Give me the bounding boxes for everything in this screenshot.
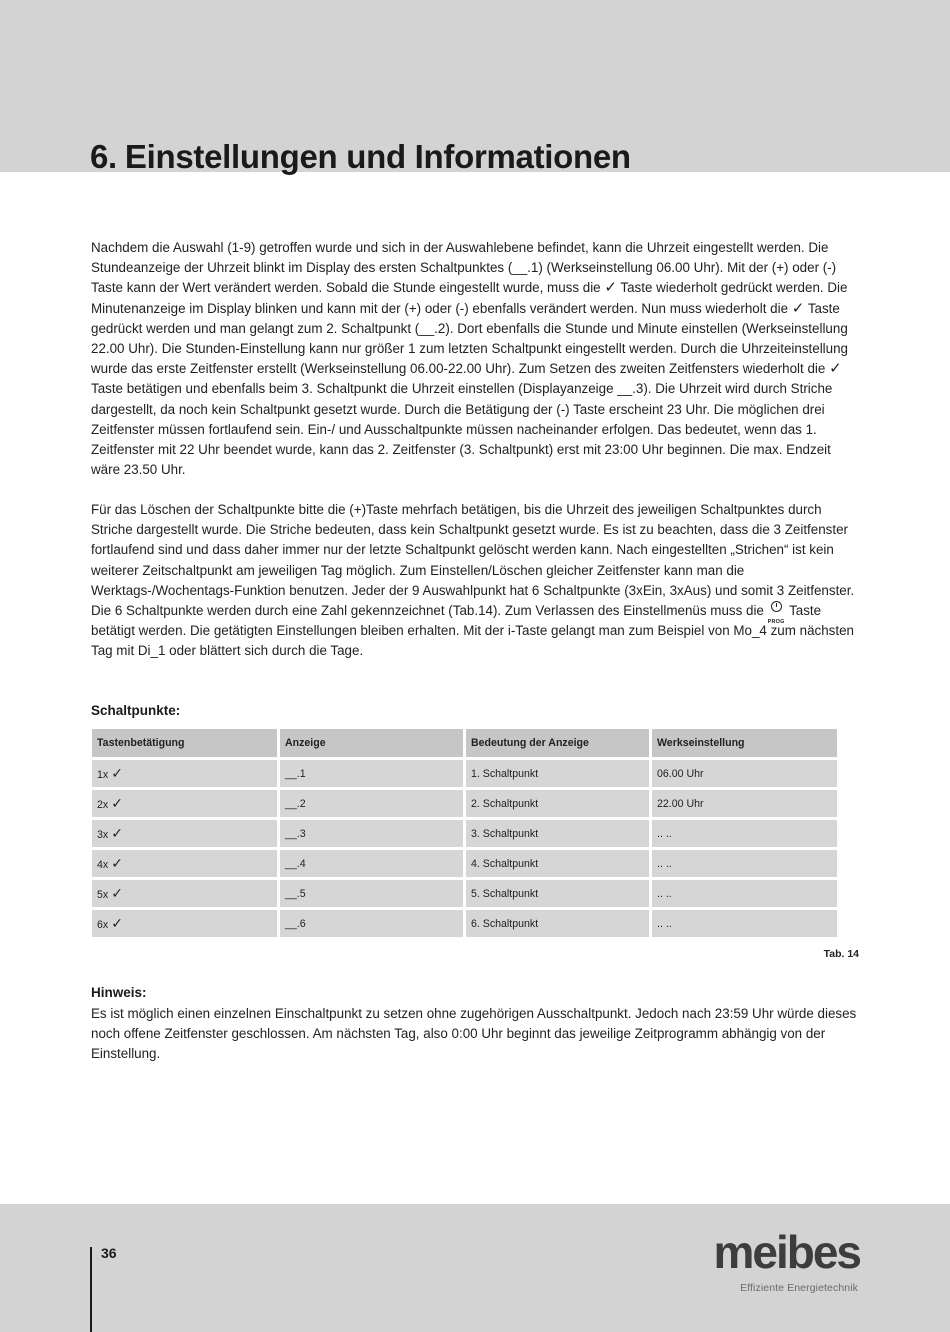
column-header: Bedeutung der Anzeige bbox=[466, 729, 649, 757]
check-icon: ✓ bbox=[829, 359, 842, 378]
meaning-cell: 6. Schaltpunkt bbox=[466, 910, 649, 937]
check-icon: ✓ bbox=[111, 885, 123, 902]
default-cell: .. .. bbox=[652, 880, 837, 907]
meaning-cell: 5. Schaltpunkt bbox=[466, 880, 649, 907]
table-row bbox=[92, 820, 837, 847]
switch-points-table bbox=[89, 726, 840, 940]
paragraph-delete-points: Für das Löschen der Schaltpunkte bitte die (+)Taste mehrfach betätigen, bis die Uhrzeit des jeweiligen Schaltpunktes durch Striche dargestellt wurde. Die Striche bedeuten, dass kein Schaltpunkt gesetzt wurde. Es ist zu beachten, dass die 3 Zeitfenster fortlaufend sind und dass daher immer nur der letzte Schaltpunkt gelöscht werden kann. Nach eingestellten „Strichen“ ist kein weiterer Zeitschaltpunkt am jeweiligen Tag möglich. Zum Einstellen/Löschen gleicher Zeitfenster kann man die Werktags-/Wochentags-Funktion benutzen. Jeder der 9 Auswahlpunkt hat 6 Schaltpunkte (3xEin, 3xAus) und somit 3 Zeitfenster. Die 6 Schaltpunkte werden durch eine Zahl gekennzeichnet (Tab.14). Zum Verlassen des Einstellmenüs muss die PROG Taste betätigt werden. Die getätigten Einstellungen bleiben erhalten. Mit der i-Taste gelangt man zum Beispiel von Mo_4 zum nächsten Tag mit Di_1 oder blättert sich durch die Tage. bbox=[91, 502, 855, 659]
check-icon: ✓ bbox=[111, 855, 123, 872]
prog-clock-icon: PROG bbox=[768, 602, 786, 618]
meaning-cell: 3. Schaltpunkt bbox=[466, 820, 649, 847]
press-count-cell: 6x ✓ bbox=[92, 910, 277, 937]
display-cell: __.3 bbox=[280, 820, 463, 847]
paragraph-time-setting: Nachdem die Auswahl (1-9) getroffen wurde und sich in der Auswahlebene befindet, kann die Uhrzeit eingestellt werden. Die Stundeanzeige der Uhrzeit blinkt im Display des ersten Schaltpunktes (__.1) (Werkseinstellung 06.00 Uhr). Mit der (+) oder (-) Taste kann der Wert verändert werden. Sobald die Stunde eingestellt wurde, muss die ✓ Taste wiederholt gedrückt werden. Die Minutenanzeige im Display blinken und kann mit der (+) oder (-) ebenfalls verändert werden. Nun muss wiederholt die ✓ Taste gedrückt werden und man gelangt zum 2. Schaltpunkt (__.2). Dort ebenfalls die Stunde und Minute einstellen (Werkseinstellung 22.00 Uhr). Die Stunden-Einstellung kann nur größer 1 zum letzten Schaltpunkt eingestellt werden. Durch die Uhrzeiteinstellung wurde das erste Zeitfenster erstellt (Werkseinstellung 06.00-22.00 Uhr). Zum Setzen des zweiten Zeitfensters wiederholt die ✓ Taste betätigen und ebenfalls beim 3. Schaltpunkt die Uhrzeit einstellen (Displayanzeige __.3). Die Uhrzeit wird durch Striche dargestellt, da noch kein Schaltpunkt gesetzt wurde. Durch die Betätigung der (-) Taste erscheint 23 Uhr. Die möglichen drei Zeitfenster müssen fortlaufend sein. Ein-/ und Ausschaltpunkte müssen nacheinander erfolgen. Das bedeutet, wenn das 1. Zeitfenster mit 22 Uhr beendet wurde, kann das 2. Zeitfenster (3. Schaltpunkt) erst mit 23:00 Uhr beginnen. Die max. Endzeit wäre 23.50 Uhr. bbox=[91, 240, 848, 478]
display-cell: __.2 bbox=[280, 790, 463, 817]
hint-text: Es ist möglich einen einzelnen Einschaltpunkt zu setzen ohne zugehörigen Ausschaltpunkt. Jedoch nach 23:59 Uhr würde dieses noch offene Zeitfenster geschlossen. Am nächsten Tag, also 0:00 Uhr beginnt das jeweilige Zeitprogramm abhängig von der Einstellung. bbox=[91, 1006, 857, 1062]
default-cell: 06.00 Uhr bbox=[652, 760, 837, 787]
press-count-cell: 5x ✓ bbox=[92, 880, 277, 907]
display-cell: __.1 bbox=[280, 760, 463, 787]
press-count-cell: 4x ✓ bbox=[92, 850, 277, 877]
meaning-cell: 4. Schaltpunkt bbox=[466, 850, 649, 877]
display-cell: __.5 bbox=[280, 880, 463, 907]
brand-logo: meibes bbox=[713, 1226, 860, 1278]
table-label: Schaltpunkte: bbox=[91, 703, 181, 718]
page-title bbox=[90, 138, 631, 176]
default-cell: .. .. bbox=[652, 850, 837, 877]
table-reference: Tab. 14 bbox=[823, 948, 859, 960]
hint-title: Hinweis: bbox=[91, 985, 147, 1000]
default-cell: 22.00 Uhr bbox=[652, 790, 837, 817]
default-cell: .. .. bbox=[652, 820, 837, 847]
brand-tagline: Effiziente Energietechnik bbox=[740, 1282, 858, 1294]
meaning-cell: 2. Schaltpunkt bbox=[466, 790, 649, 817]
press-count-cell: 3x ✓ bbox=[92, 820, 277, 847]
display-cell: __.4 bbox=[280, 850, 463, 877]
table-row bbox=[92, 910, 837, 937]
press-count-cell: 2x ✓ bbox=[92, 790, 277, 817]
column-header: Anzeige bbox=[280, 729, 463, 757]
column-header: Werkseinstellung bbox=[652, 729, 837, 757]
meaning-cell: 1. Schaltpunkt bbox=[466, 760, 649, 787]
check-icon: ✓ bbox=[111, 795, 123, 812]
press-count-cell: 1x ✓ bbox=[92, 760, 277, 787]
footer-divider bbox=[90, 1247, 92, 1332]
section-title: Einstellungen und Informationen bbox=[124, 138, 631, 175]
table-row bbox=[92, 880, 837, 907]
section-number: 6. bbox=[90, 138, 117, 175]
check-icon: ✓ bbox=[604, 278, 617, 297]
table-header-row bbox=[92, 729, 837, 757]
page-number: 36 bbox=[101, 1245, 117, 1261]
check-icon: ✓ bbox=[111, 915, 123, 932]
table-row bbox=[92, 850, 837, 877]
check-icon: ✓ bbox=[791, 298, 805, 317]
check-icon: ✓ bbox=[111, 825, 123, 842]
default-cell: .. .. bbox=[652, 910, 837, 937]
check-icon: ✓ bbox=[111, 765, 123, 782]
column-header: Tastenbetätigung bbox=[92, 729, 277, 757]
table-row bbox=[92, 760, 837, 787]
display-cell: __.6 bbox=[280, 910, 463, 937]
table-row bbox=[92, 790, 837, 817]
